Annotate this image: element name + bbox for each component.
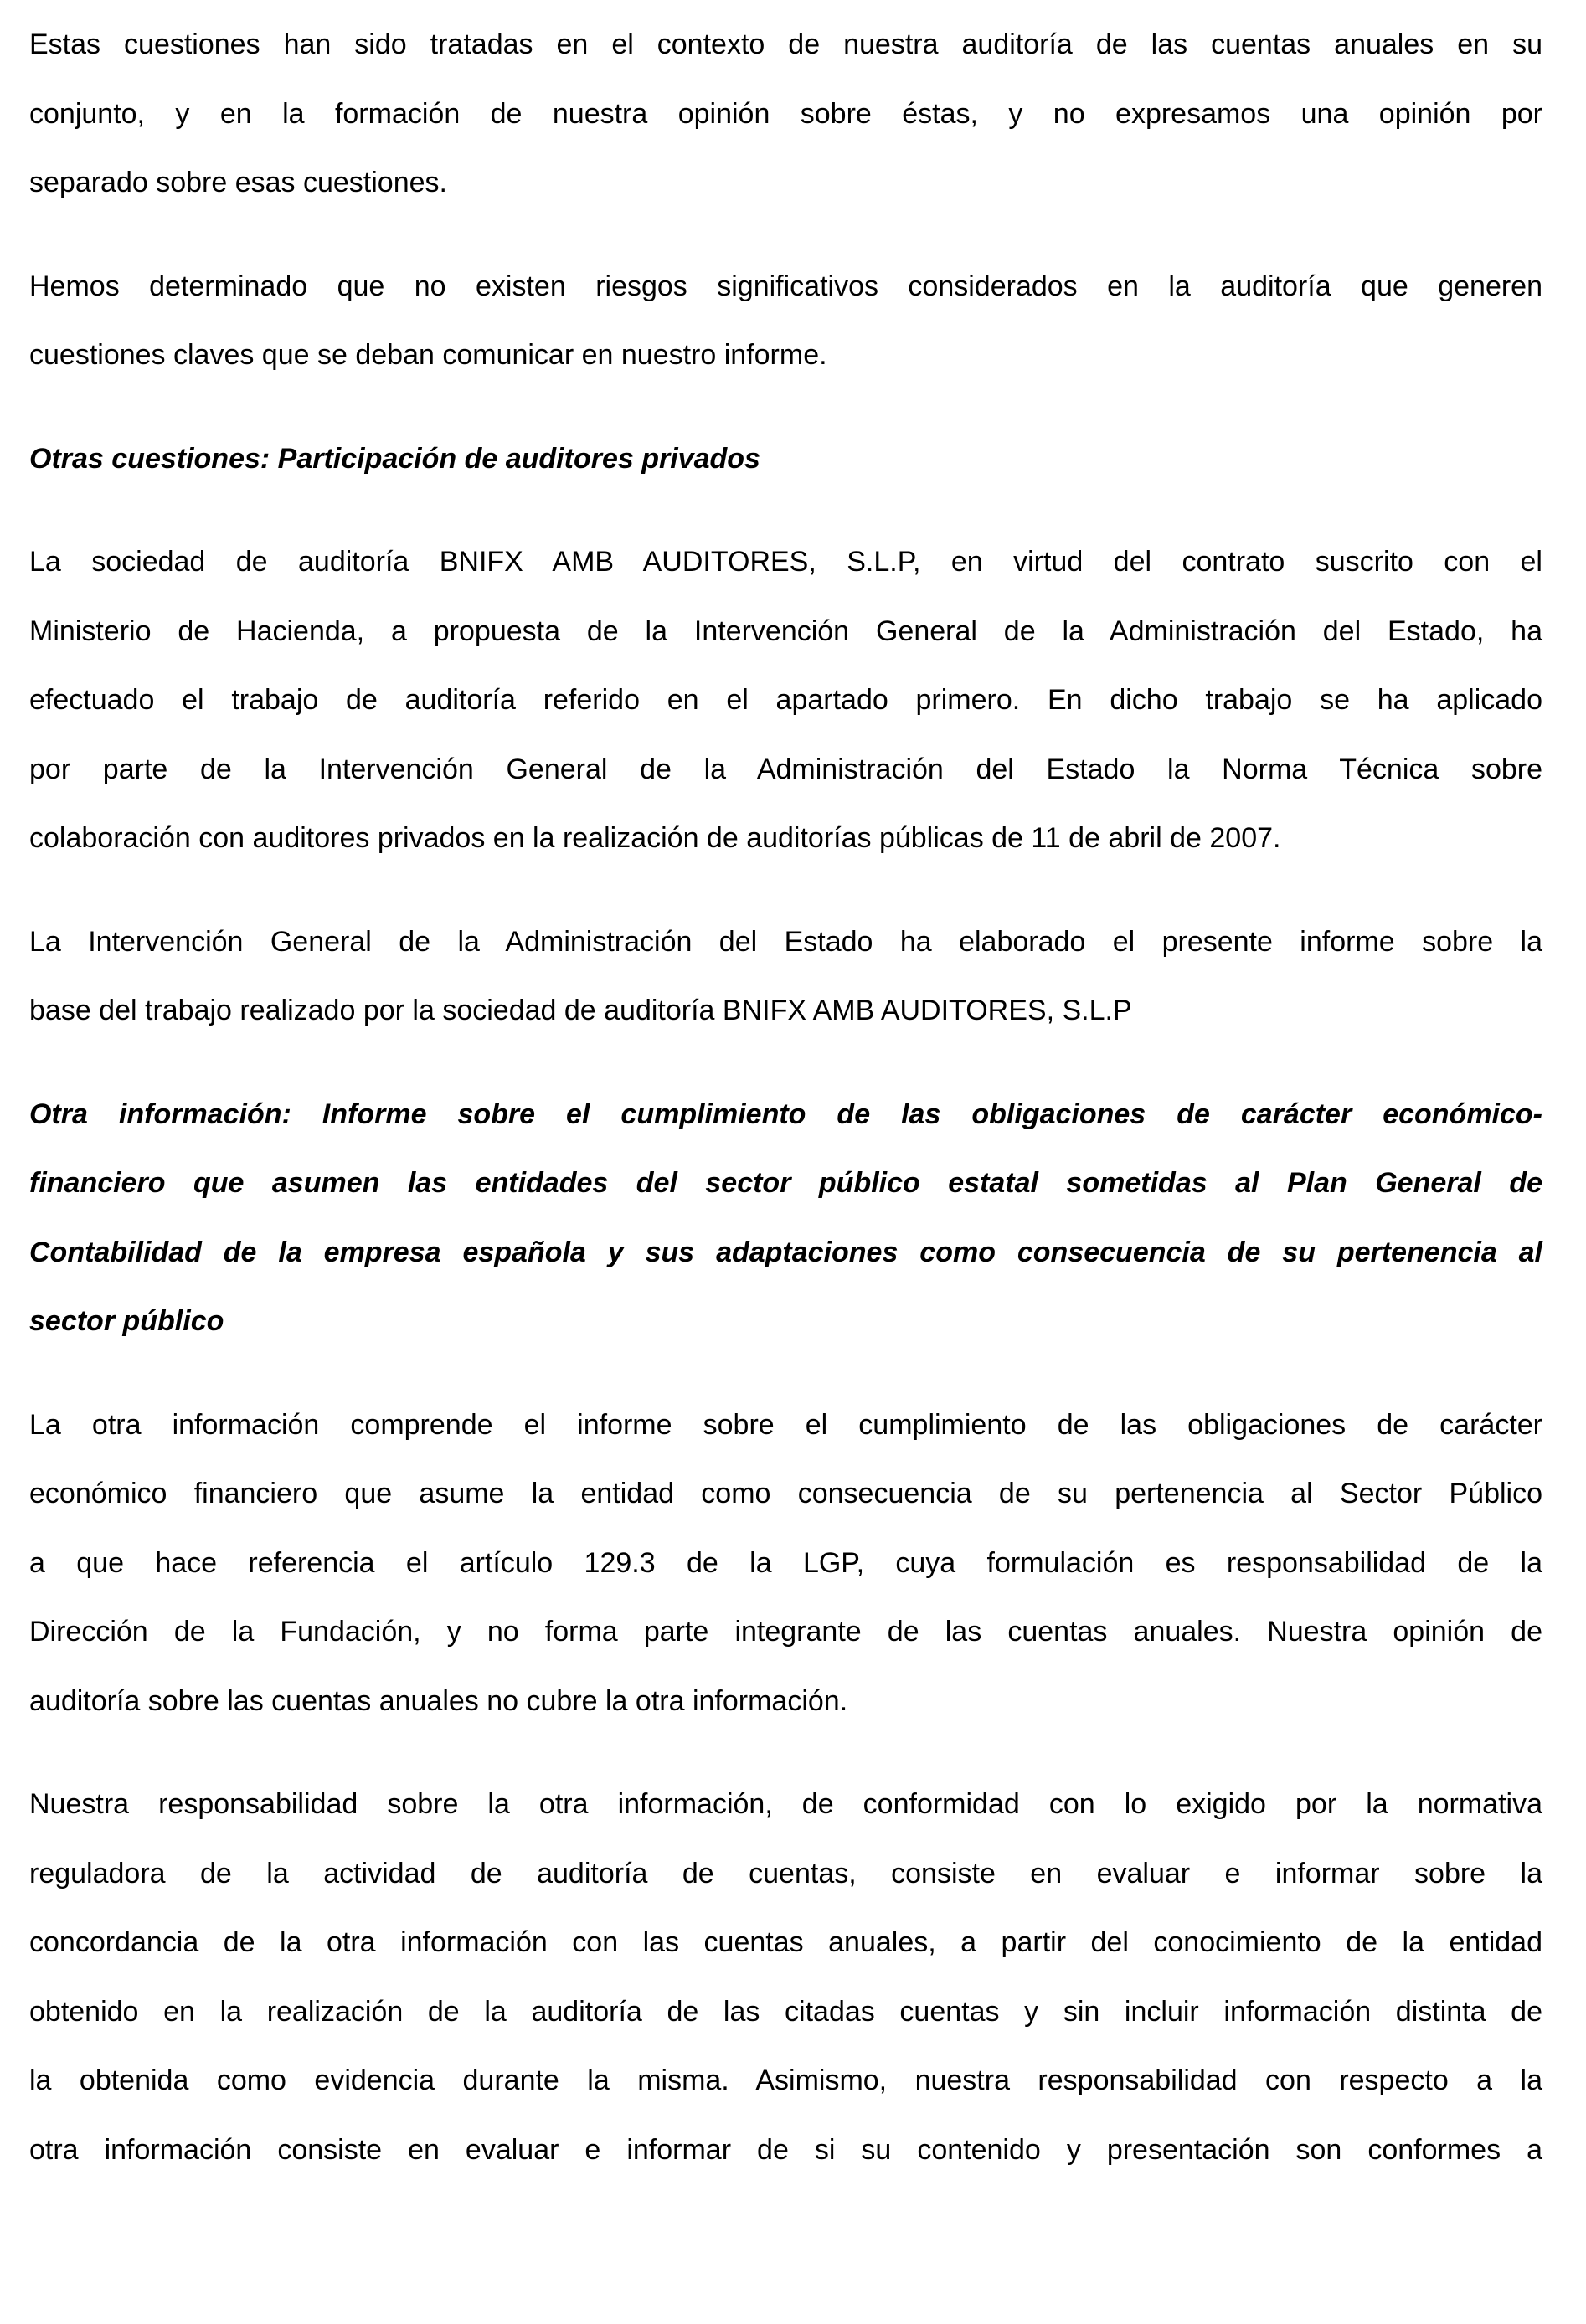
text-line: auditoría sobre las cuentas anuales no cubre la otra información. [29, 1684, 848, 1717]
text-line: por parte de la Intervención General de la Administración del Estado la Norma Técnica sobre [29, 753, 1542, 785]
paragraph [29, 907, 1542, 1046]
text-line: cuestiones claves que se deban comunicar en nuestro informe. [29, 339, 827, 371]
text-line: La sociedad de auditoría BNIFX AMB AUDITORES, S.L.P, en virtud del contrato suscrito con el [29, 546, 1542, 578]
text-line: sector público [29, 1305, 224, 1337]
text-line: Otras cuestiones: Participación de auditores privados [29, 442, 760, 475]
paragraph [29, 1770, 1542, 2184]
text-line: concordancia de la otra información con las cuentas anuales, a partir del conocimiento de la entidad [29, 1926, 1542, 1958]
text-line: Hemos determinado que no existen riesgos significativos considerados en la auditoría que generen [29, 270, 1542, 302]
text-line: conjunto, y en la formación de nuestra opinión sobre éstas, y no expresamos una opinión por [29, 97, 1542, 130]
text-line: separado sobre esas cuestiones. [29, 167, 447, 198]
text-line: la obtenida como evidencia durante la misma. Asimismo, nuestra responsabilidad con respecto a la [29, 2064, 1542, 2096]
text-line: a que hace referencia el artículo 129.3 de la LGP, cuya formulación es responsabilidad de la [29, 1546, 1542, 1579]
text-line: Ministerio de Hacienda, a propuesta de la Intervención General de la Administración del Estado, ha [29, 614, 1542, 647]
text-line: obtenido en la realización de la auditoría de las citadas cuentas y sin incluir información distinta de [29, 1995, 1542, 2028]
text-line: Nuestra responsabilidad sobre la otra información, de conformidad con lo exigido por la normativa [29, 1788, 1542, 1820]
paragraph [29, 252, 1542, 390]
text-line: efectuado el trabajo de auditoría referido en el apartado primero. En dicho trabajo se ha aplicado [29, 684, 1542, 716]
text-line: otra información consiste en evaluar e informar de si su contenido y presentación son conformes a [29, 2133, 1542, 2166]
text-line: base del trabajo realizado por la sociedad de auditoría BNIFX AMB AUDITORES, S.L.P [29, 995, 1132, 1026]
text-line: económico financiero que asume la entidad como consecuencia de su pertenencia al Sector Público [29, 1478, 1542, 1509]
text-line: Otra información: Informe sobre el cumplimiento de las obligaciones de carácter económico- [29, 1098, 1542, 1130]
text-line: La Intervención General de la Administración del Estado ha elaborado el presente informe sobre la [29, 925, 1542, 958]
text-line: reguladora de la actividad de auditoría de cuentas, consiste en evaluar e informar sobre la [29, 1857, 1542, 1890]
text-line: Dirección de la Fundación, y no forma parte integrante de las cuentas anuales. Nuestra opinión de [29, 1616, 1542, 1648]
text-line: Contabilidad de la empresa española y sus adaptaciones como consecuencia de su pertenencia al [29, 1236, 1542, 1268]
paragraph [29, 527, 1542, 873]
section-heading [29, 424, 1542, 494]
text-line: financiero que asumen las entidades del sector público estatal sometidas al Plan General de [29, 1167, 1542, 1199]
text-line: Estas cuestiones han sido tratadas en el contexto de nuestra auditoría de las cuentas anuales en su [29, 28, 1542, 60]
paragraph [29, 1391, 1542, 1736]
section-heading [29, 1080, 1542, 1356]
text-line: La otra información comprende el informe sobre el cumplimiento de las obligaciones de carácter [29, 1408, 1542, 1441]
paragraph [29, 10, 1542, 218]
text-line: colaboración con auditores privados en la realización de auditorías públicas de 11 de abril de 2007. [29, 822, 1281, 854]
